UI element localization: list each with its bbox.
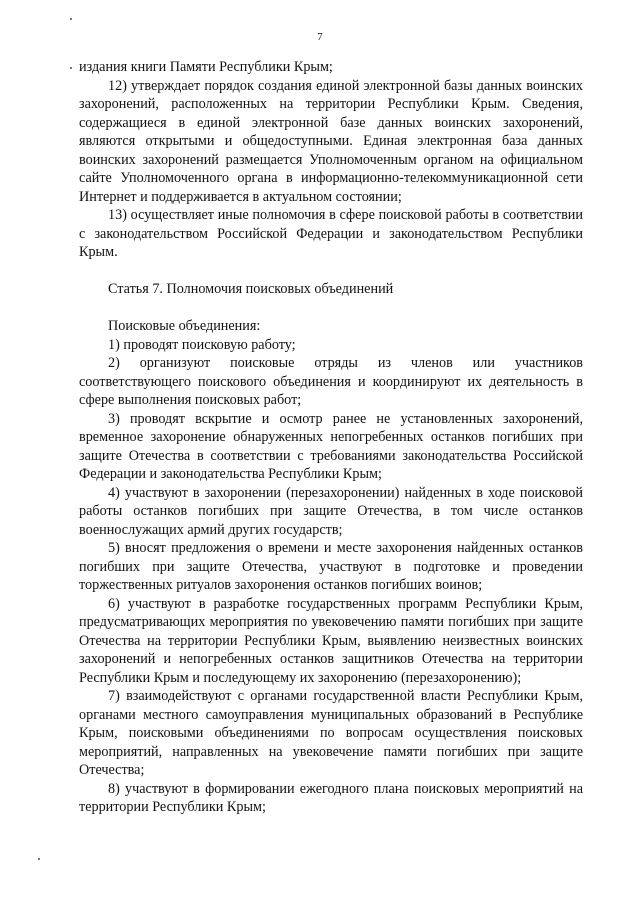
paragraph-continuation: издания книги Памяти Республики Крым; — [79, 59, 333, 75]
document-body — [79, 58, 583, 817]
list-item: 6) участвуют в разработке государственных программ Республики Крым, предусматривающих мероприятия по увековечению памяти погибших при защите Отечества на территории Республики Крым, выявлению неизвестных воинских захоронений и непогребенных останков защитников Отечества на территории Республики Крым и последующему их захоронению (перезахоронению); — [79, 595, 583, 686]
list-item: 3) проводят вскрытие и осмотр ранее не установленных захоронений, временное захоронение обнаруженных непогребенных останков погибших при защите Отечества в соответствии с требованиями законодательства Российской Федерации и законодательства Республики Крым; — [79, 410, 583, 482]
list-item: 8) участвуют в формировании ежегодного плана поисковых мероприятий на территории Республики Крым; — [79, 780, 583, 815]
page-number: 7 — [317, 31, 323, 43]
scan-dot-mark — [70, 18, 72, 20]
article-heading: Статья 7. Полномочия поисковых объединений — [108, 281, 394, 297]
paragraph-item-13: 13) осуществляет иные полномочия в сфере поисковой работы в соответствии с законодательством Российской Федерации и законодательством Республики Крым. — [79, 207, 583, 260]
scan-dot-mark — [70, 67, 72, 69]
list-item: 2) организуют поисковые отряды из членов или участников соответствующего поискового объединения и координируют их деятельность в сфере выполнения поисковых работ; — [79, 355, 583, 408]
list-item: 4) участвуют в захоронении (перезахоронении) найденных в ходе поисковой работы останков погибших при защите Отечества, в том числе останков военнослужащих армий других государств; — [79, 484, 583, 538]
article-intro: Поисковые объединения: — [108, 318, 261, 334]
list-item: 5) вносят предложения о времени и месте захоронения найденных останков погибших при защите Отечества, участвуют в подготовке и проведении торжественных ритуалов захоронения останков погибших воинов; — [79, 540, 583, 593]
scan-dot-mark — [38, 858, 40, 860]
list-item: 7) взаимодействуют с органами государственной власти Республики Крым, органами местного самоуправления муниципальных образований в Республике Крым, поисковыми объединениями по вопросам осуществления поисковых мероприятий, направленных на увековечение памяти погибших при защите Отечества; — [79, 688, 583, 778]
list-item: 1) проводят поисковую работу; — [108, 336, 296, 353]
paragraph-item-12: 12) утверждает порядок создания единой электронной базы данных воинских захоронений, расположенных на территории Республики Крым. Сведения, содержащиеся в единой электронной базе данных воинских захоронений, являются открытыми и общедоступными. Единая электронная база данных воинских захоронений размещается Уполномоченным органом на официальном сайте Уполномоченного органа в информационно-телекоммуникационной сети Интернет и поддерживается в актуальном состоянии; — [79, 77, 583, 205]
